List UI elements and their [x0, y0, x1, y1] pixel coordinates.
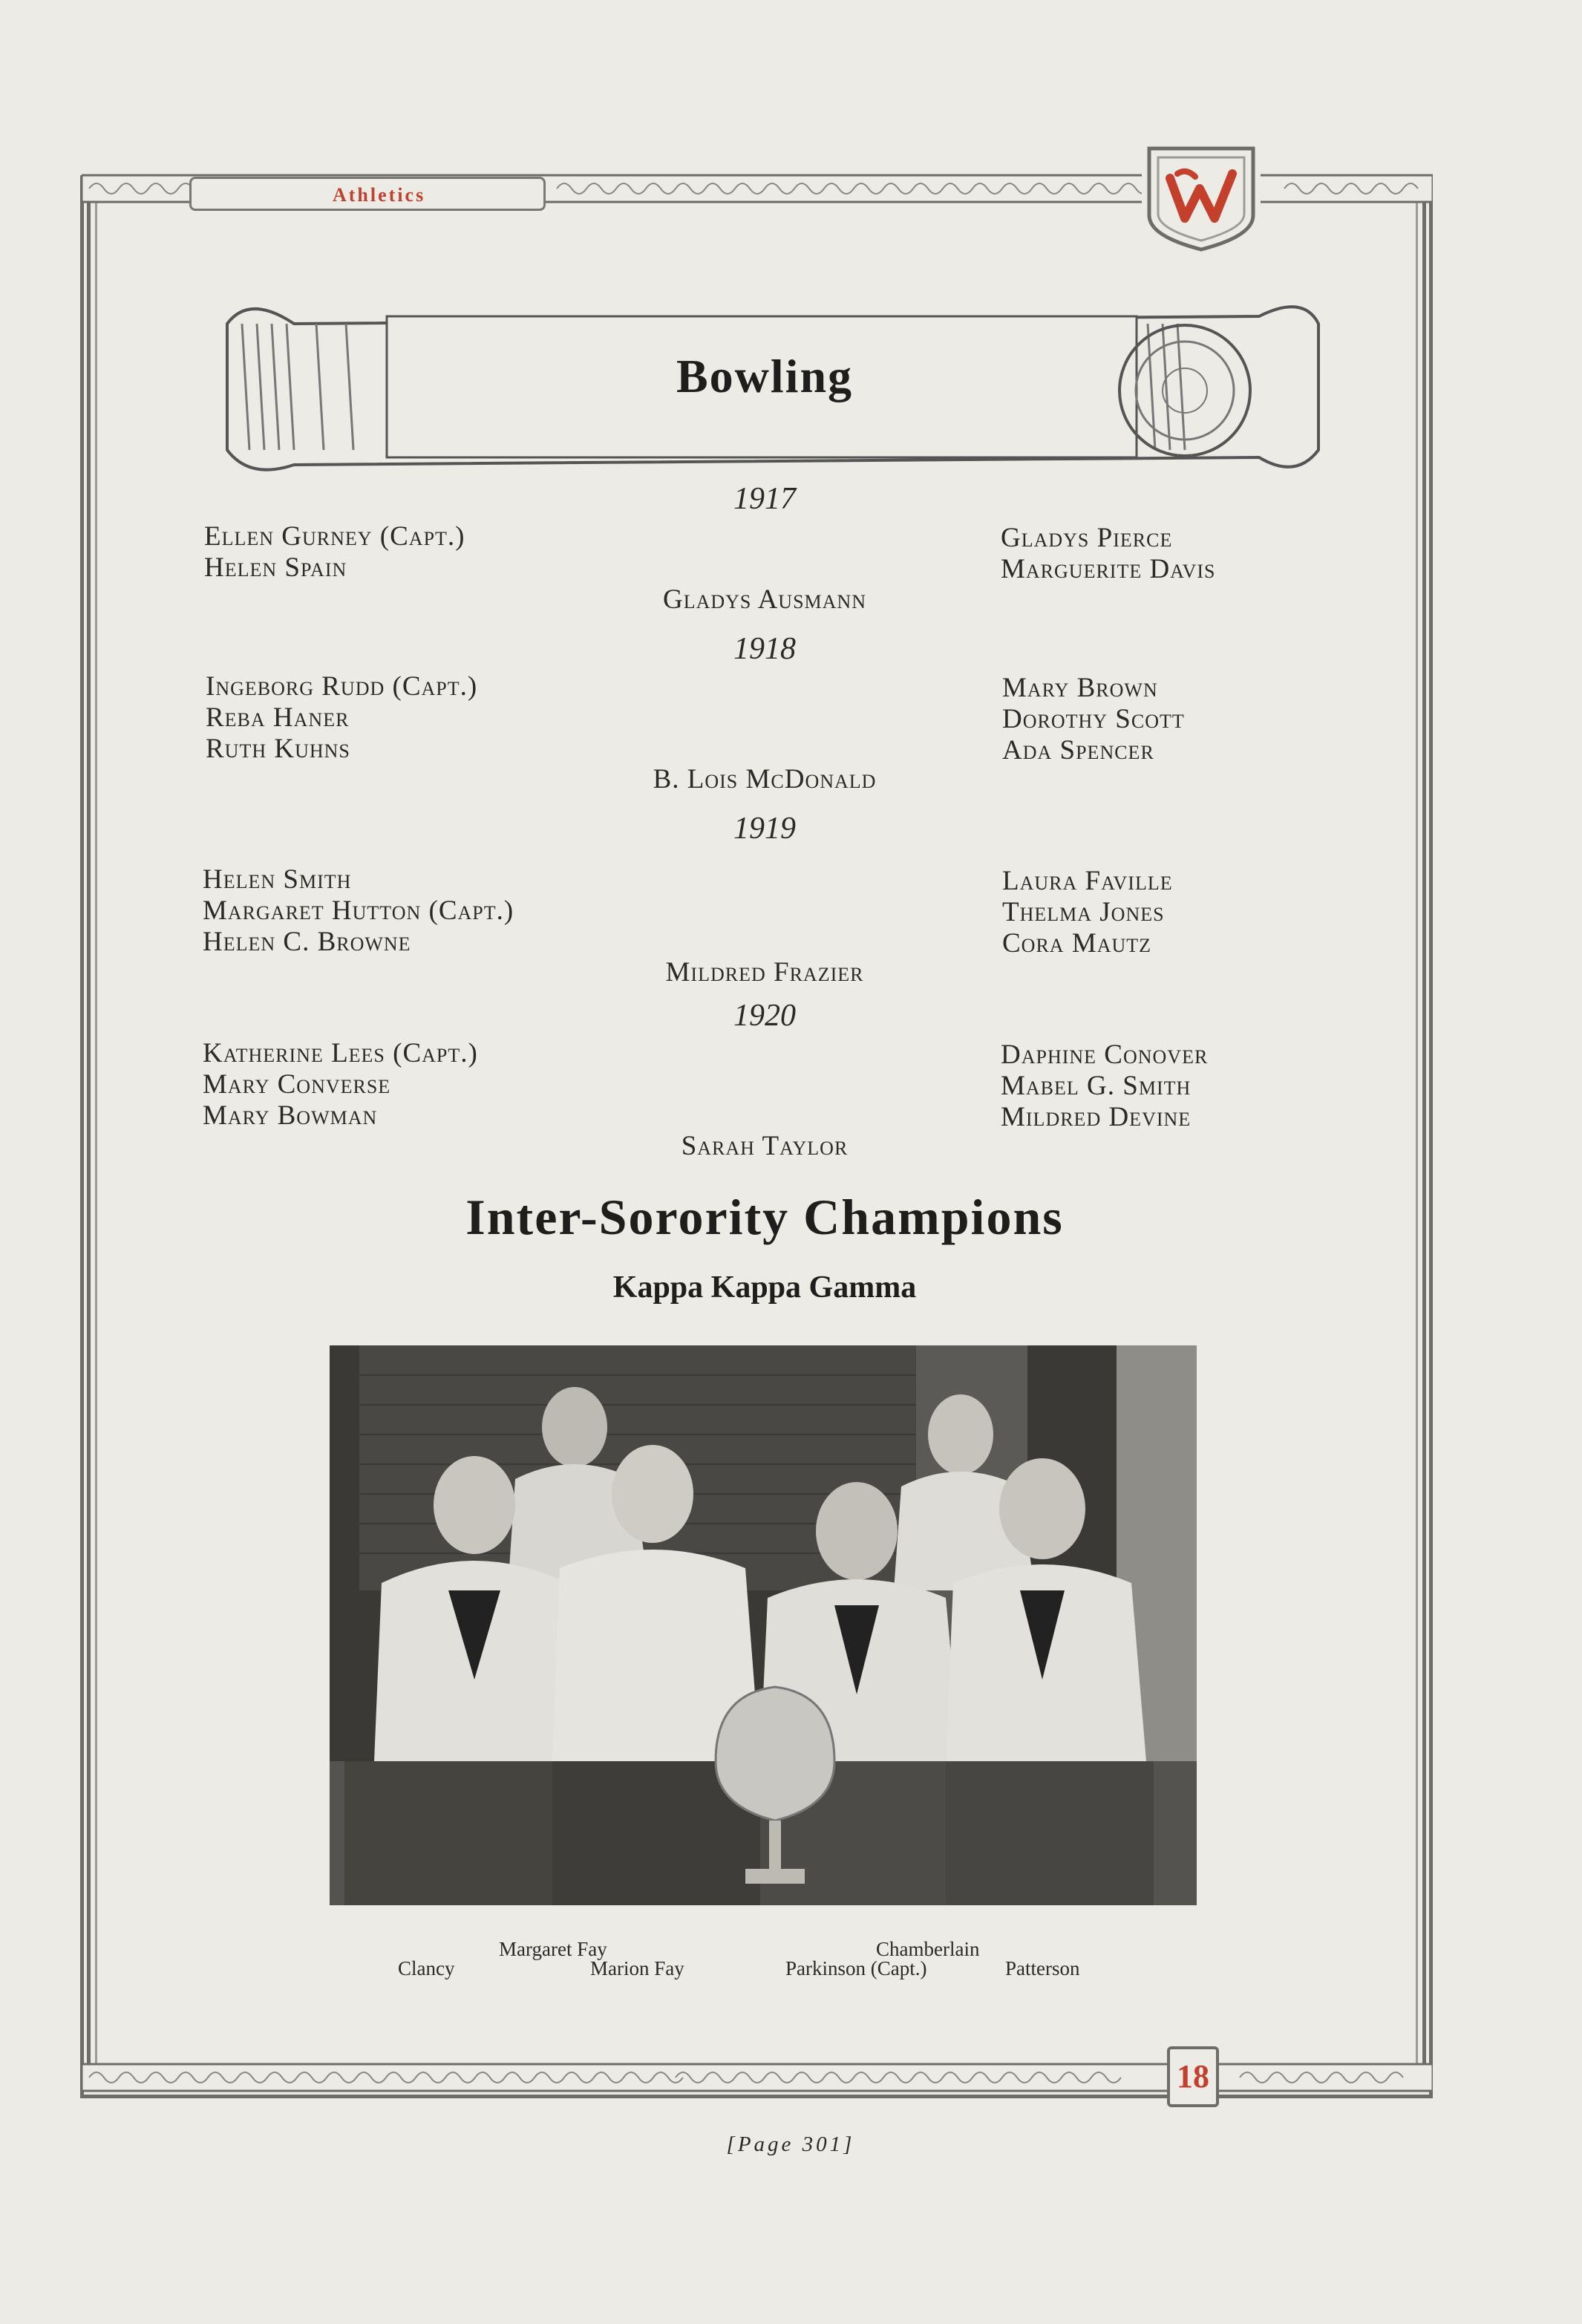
year-1919: 1919 — [733, 812, 796, 846]
page-title: Bowling — [676, 350, 854, 402]
player-name: Cora Mautz — [1002, 928, 1152, 959]
player-name-center: Sarah Taylor — [681, 1131, 849, 1161]
player-name: Margaret Hutton (Capt.) — [203, 895, 514, 926]
team-1920-right — [1001, 1039, 1208, 1133]
team-1917-left — [204, 521, 465, 584]
player-name: Reba Haner — [206, 702, 350, 733]
player-name: Mabel G. Smith — [1001, 1071, 1192, 1101]
team-photo — [330, 1345, 1197, 1905]
caption-parkinson: Parkinson (Capt.) — [785, 1957, 927, 1979]
page-number: [Page 301] — [726, 2132, 855, 2156]
team-1919-right — [1002, 866, 1173, 959]
player-name: Ingeborg Rudd (Capt.) — [206, 671, 478, 702]
player-name: Laura Faville — [1002, 866, 1173, 896]
player-name: Helen Spain — [204, 552, 347, 583]
champions-title: Inter-Sorority Champions — [465, 1189, 1064, 1245]
player-name: Helen Smith — [203, 864, 352, 895]
section-label: Athletics — [189, 177, 546, 211]
team-1918-left — [206, 671, 477, 765]
caption-clancy: Clancy — [398, 1957, 455, 1979]
player-name: Gladys Pierce — [1001, 523, 1173, 553]
player-name: Marguerite Davis — [1001, 554, 1216, 584]
footer-ornament — [82, 2061, 1433, 2094]
player-name-center: Gladys Ausmann — [662, 584, 866, 615]
player-name: Mary Brown — [1002, 673, 1158, 703]
player-name: Ruth Kuhns — [206, 734, 350, 764]
team-1919-left — [203, 864, 514, 958]
player-name: Thelma Jones — [1002, 897, 1165, 927]
caption-marion-fay: Marion Fay — [590, 1957, 684, 1979]
caption-patterson: Patterson — [1005, 1957, 1080, 1979]
year-1917: 1917 — [733, 482, 796, 516]
caption-chamberlain: Chamberlain — [876, 1938, 980, 1960]
player-name: Ada Spencer — [1002, 735, 1154, 766]
player-name: Daphine Conover — [1001, 1039, 1209, 1070]
player-name-center: B. Lois McDonald — [653, 764, 877, 794]
team-1918-right — [1002, 673, 1185, 766]
year-1918: 1918 — [733, 632, 796, 666]
player-name: Mary Converse — [203, 1069, 391, 1100]
player-name: Mary Bowman — [203, 1100, 378, 1131]
player-name: Helen C. Browne — [203, 927, 411, 957]
team-1920-left — [203, 1038, 478, 1132]
team-1917-right — [1001, 523, 1216, 585]
player-name: Ellen Gurney (Capt.) — [204, 521, 465, 552]
year-1920: 1920 — [733, 999, 796, 1033]
player-name-center: Mildred Frazier — [665, 957, 864, 988]
champions-subtitle: Kappa Kappa Gamma — [612, 1270, 917, 1305]
w-logo — [1142, 141, 1261, 252]
caption-margaret-fay: Margaret Fay — [499, 1938, 607, 1960]
player-name: Dorothy Scott — [1002, 704, 1185, 734]
player-name: Mildred Devine — [1001, 1102, 1192, 1132]
player-name: Katherine Lees (Capt.) — [203, 1038, 478, 1068]
page-badge: 18 — [1167, 2046, 1219, 2107]
